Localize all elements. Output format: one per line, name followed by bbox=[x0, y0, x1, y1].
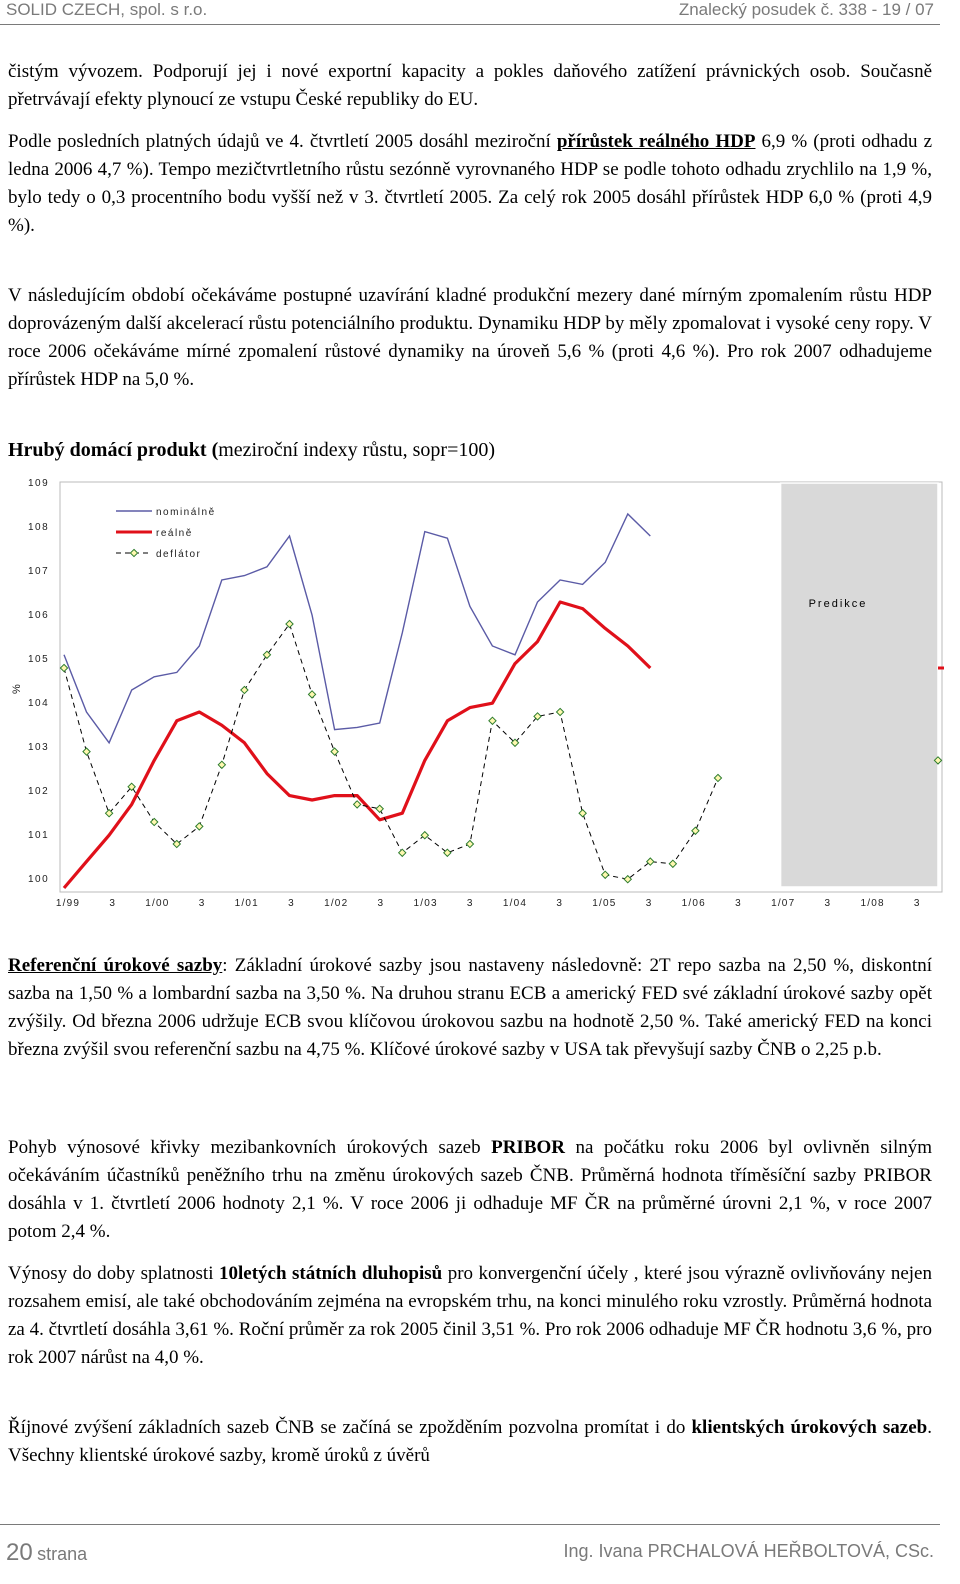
paragraph-text: pro konvergenční účely , které jsou výrazně ovlivňovány nejen rozsahem emisí, ale také obchodováním zejména na evropském trhu, na konci minulého roku vzrostly. Průměrná hodnota za 4. čtvrtletí dosáhla 3,61 %. Roční průměr za rok 2005 činil 3,51 %. Pro rok 2006 odhaduje MF ČR hodnotu 3,6 %, pro rok 2007 nárůst na 4,0 %. bbox=[8, 1263, 932, 1368]
y-tick-label: 106 bbox=[28, 610, 50, 621]
paragraph-text: V následujícím období očekáváme postupné uzavírání kladné produkční mezery dané mírným zpomalením růstu HDP doprovázeným další akcelerací růstu potenciálního produktu. Dynamiku HDP by měly zpomalovat i vysoké ceny ropy. V roce 2006 očekáváme mírné zpomalení růstové dynamiky na úroveň 5,6 % (proti 4,6 %). Pro rok 2007 odhadujeme přírůstek HDP na 5,0 %. bbox=[8, 285, 932, 390]
page-footer bbox=[0, 1524, 940, 1575]
paragraph-gdp-outlook bbox=[8, 282, 932, 394]
paragraph-gdp-growth bbox=[8, 128, 932, 240]
x-tick-label: 3 bbox=[198, 898, 206, 909]
paragraph-text: Výnosy do doby splatnosti bbox=[8, 1263, 219, 1284]
x-tick-label: 1/00 bbox=[145, 898, 170, 909]
x-tick-label: 3 bbox=[645, 898, 653, 909]
y-tick-label: 104 bbox=[28, 698, 50, 709]
y-tick-label: 105 bbox=[28, 654, 50, 665]
highlight-real-gdp: přírůstek reálného HDP bbox=[556, 131, 756, 152]
x-tick-label: 3 bbox=[377, 898, 385, 909]
y-tick-label: 101 bbox=[28, 830, 50, 841]
prediction-label: Predikce bbox=[808, 598, 868, 610]
footer-page-number: 20 bbox=[6, 1539, 33, 1566]
footer-author: Ing. Ivana PRCHALOVÁ HEŘBOLTOVÁ, CSc. bbox=[563, 1541, 934, 1561]
x-tick-label: 3 bbox=[109, 898, 117, 909]
page-header bbox=[0, 0, 940, 25]
header-company: SOLID CZECH, spol. s r.o. bbox=[6, 0, 208, 19]
highlight-pribor: PRIBOR bbox=[491, 1137, 566, 1158]
x-tick-label: 1/03 bbox=[413, 898, 438, 909]
paragraph-text: 6,9 % (proti odhadu z ledna 2006 4,7 %). Tempo mezičtvrtletního růstu sezónně vyrovnaného HDP se podle tohoto odhadu zrychlilo na 1,9 %, bylo tedy o 0,3 procentního bodu vyšší než v 3. čtvrtletí 2005. Za celý rok 2005 dosáhl přírůstek HDP 6,0 % (proti 4,9 %). bbox=[8, 131, 933, 236]
chart-title bbox=[8, 436, 495, 464]
paragraph-text: na počátku roku 2006 byl ovlivněn silným očekáváním účastníků peněžního trhu na změnu úrokových sazeb ČNB. Průměrná hodnota tříměsíční sazby PRIBOR dosáhla v 1. čtvrtletí 2006 hodnoty 2,1 %. V roce 2006 ji odhaduje MF ČR na průměrné úrovni 2,1 %, v roce 2007 potom 2,4 %. bbox=[8, 1137, 933, 1242]
paragraph-text: : Základní úrokové sazby jsou nastaveny následovně: 2T repo sazba na 2,50 %, diskontní sazba na 1,50 % a lombardní sazba na 3,50 %. Na druhou stranu ECB a americký FED své základní úrokové sazby opět zvýšily. Od března 2006 udržuje ECB svou klíčovou úrokovou sazbu na hodnotě 2,50 %. Také americký FED na konci března zvýšil svou referenční sazbu na 4,75 %. Klíčové úrokové sazby v USA tak převyšují sazby ČNB o 2,25 p.b. bbox=[8, 955, 932, 1060]
highlight-bonds: 10letých státních dluhopisů bbox=[218, 1263, 443, 1284]
y-tick-label: 108 bbox=[28, 522, 50, 533]
y-tick-label: 109 bbox=[28, 478, 50, 489]
highlight-reference-rates: Referenční úrokové sazby bbox=[8, 955, 223, 976]
chart-title-bold: Hrubý domácí produkt ( bbox=[8, 439, 219, 461]
paragraph-text: čistým vývozem. Podporují jej i nové exportní kapacity a pokles daňového zatížení právnických osob. Současně přetrvávají efekty plynoucí ze vstupu České republiky do EU. bbox=[8, 61, 932, 110]
paragraph-bonds bbox=[8, 1260, 932, 1372]
paragraph-reference-rates bbox=[8, 952, 932, 1064]
header-document-ref: Znalecký posudek č. 338 - 19 / 07 bbox=[678, 0, 934, 19]
x-tick-label: 3 bbox=[466, 898, 474, 909]
x-tick-label: 3 bbox=[913, 898, 921, 909]
paragraph-pribor bbox=[8, 1134, 932, 1246]
gdp-chart bbox=[6, 478, 946, 920]
x-tick-label: 1/02 bbox=[324, 898, 349, 909]
paragraph-client-rates bbox=[8, 1414, 932, 1470]
paragraph-text: Říjnové zvýšení základních sazeb ČNB se začíná se zpožděním pozvolna promítat i do bbox=[8, 1417, 692, 1438]
y-tick-label: 103 bbox=[28, 742, 50, 753]
x-tick-label: 1/07 bbox=[771, 898, 796, 909]
x-tick-label: 3 bbox=[556, 898, 564, 909]
x-tick-label: 1/04 bbox=[502, 898, 528, 909]
legend-label: reálně bbox=[156, 528, 193, 539]
x-tick-label: 1/06 bbox=[681, 898, 706, 909]
legend-label: nominálně bbox=[156, 507, 216, 518]
x-tick-label: 1/08 bbox=[860, 898, 885, 909]
x-tick-label: 3 bbox=[288, 898, 295, 909]
paragraph-export bbox=[8, 58, 932, 114]
y-tick-label: 102 bbox=[28, 786, 50, 797]
x-tick-label: 1/01 bbox=[234, 898, 259, 909]
highlight-client-rates: klientských úrokových sazeb bbox=[691, 1417, 928, 1438]
chart-title-normal: meziroční indexy růstu, sopr=100) bbox=[218, 439, 496, 461]
gdp-chart-svg bbox=[6, 478, 946, 920]
y-tick-label: 107 bbox=[28, 566, 50, 577]
legend-label: deflátor bbox=[156, 549, 202, 560]
footer-page bbox=[6, 1539, 87, 1567]
paragraph-text: Podle posledních platných údajů ve 4. čtvrtletí 2005 dosáhl meziroční bbox=[8, 131, 557, 152]
y-tick-label: 100 bbox=[28, 874, 50, 885]
footer-page-label: strana bbox=[37, 1544, 88, 1564]
paragraph-text: . Všechny klientské úrokové sazby, kromě úroků z úvěrů bbox=[8, 1417, 932, 1466]
x-tick-label: 3 bbox=[735, 898, 742, 909]
y-axis-label: % bbox=[11, 684, 23, 694]
x-tick-label: 3 bbox=[824, 898, 832, 909]
x-tick-label: 1/05 bbox=[592, 898, 617, 909]
x-tick-label: 1/99 bbox=[55, 898, 81, 909]
prediction-band bbox=[781, 483, 938, 887]
paragraph-text: Pohyb výnosové křivky mezibankovních úrokových sazeb bbox=[8, 1137, 492, 1158]
